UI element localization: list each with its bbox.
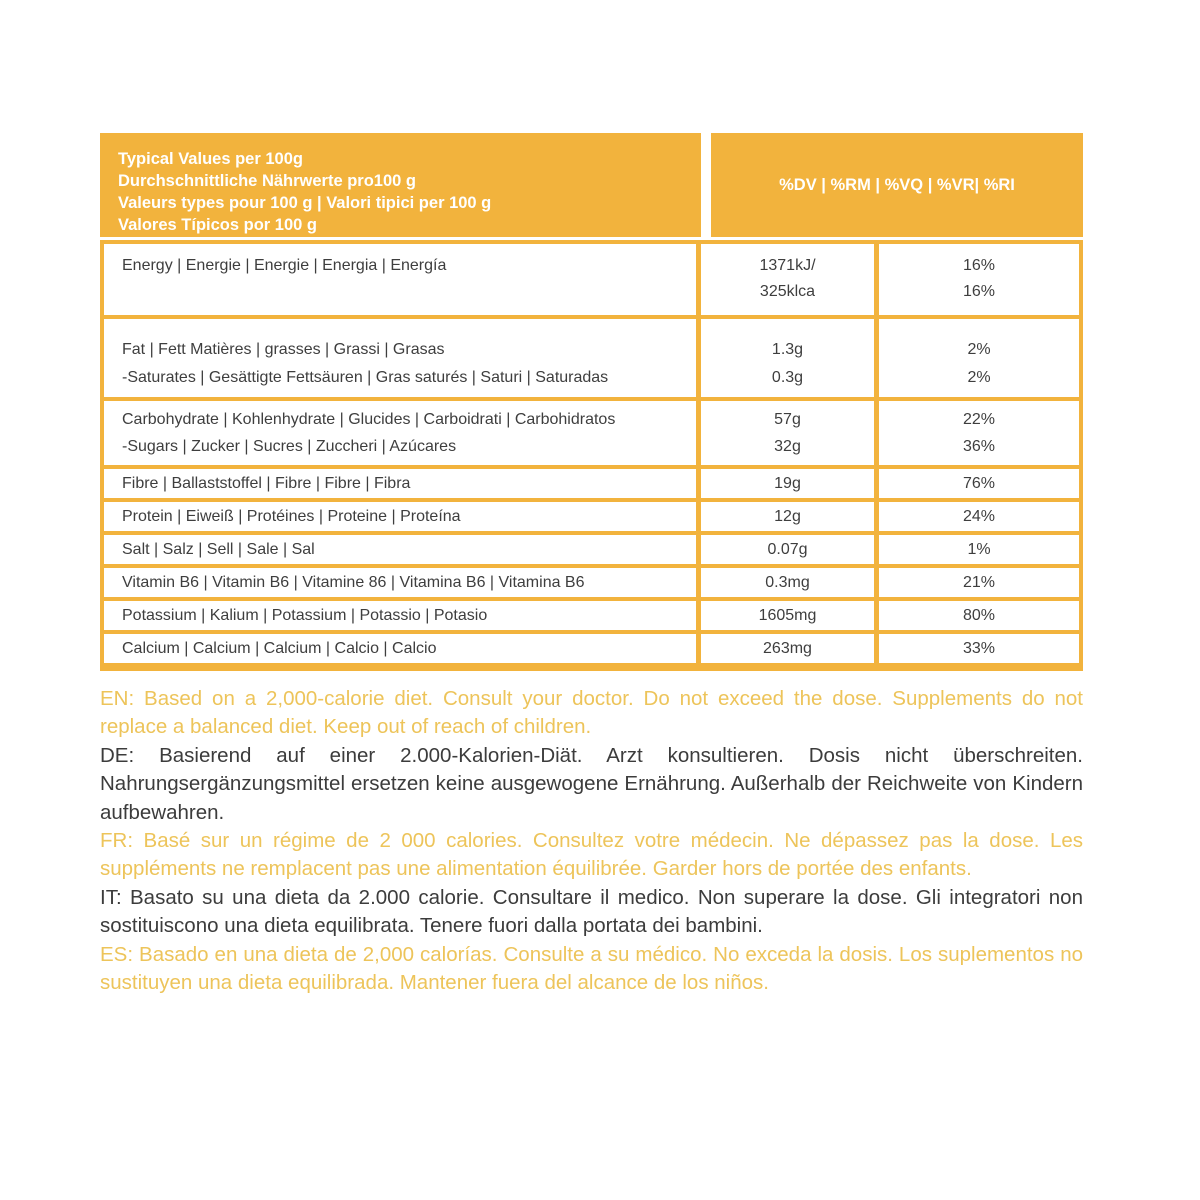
header-line-es: Valores Típicos por 100 g (118, 216, 317, 234)
header-line-en: Typical Values per 100g (118, 150, 303, 168)
row-percent (879, 401, 1079, 465)
potassium-label: Potassium | Kalium | Potassium | Potassio | Potasio (122, 607, 488, 624)
saturates-label: -Saturates | Gesättigte Fettsäuren | Gras saturés | Saturi | Saturadas (122, 369, 609, 386)
row-label (104, 502, 701, 531)
header-percent-dv (711, 133, 1083, 237)
table-row-vitamin-b6 (104, 568, 1079, 601)
protein-value: 12g (774, 508, 801, 525)
header-typical-values (100, 133, 701, 237)
row-percent (879, 568, 1079, 597)
row-percent (879, 319, 1079, 397)
fibre-percent: 76% (962, 475, 996, 492)
fat-label: Fat | Fett Matières | grasses | Grassi | Grasas (122, 341, 445, 358)
table-row-carbohydrate (104, 401, 1079, 469)
sugars-percent: 36% (962, 438, 996, 455)
disclaimer-block (100, 685, 1083, 997)
row-label (104, 469, 701, 498)
header-line-fr-it: Valeurs types pour 100 g | Valori tipici per 100 g (118, 194, 492, 212)
row-percent (879, 244, 1079, 315)
energy-percent-1: 16% (962, 257, 996, 274)
row-amount (701, 469, 879, 498)
disclaimer-de: DE: Basierend auf einer 2.000-Kalorien-Diät. Arzt konsultieren. Dosis nicht überschreiten. Nahrungsergänzungsmittel ersetzen keine ausgewogene Ernährung. Außerhalb der Reichweite von Kindern aufbewahren. (100, 743, 1083, 824)
carbohydrate-value: 57g (774, 411, 801, 428)
calcium-percent: 33% (962, 640, 996, 657)
row-label (104, 634, 701, 663)
carbohydrate-percent: 22% (962, 411, 996, 428)
calcium-value: 263mg (763, 640, 812, 657)
saturates-percent: 2% (967, 369, 991, 386)
salt-label: Salt | Salz | Sell | Sale | Sal (122, 541, 315, 558)
row-label (104, 244, 701, 315)
row-label (104, 601, 701, 630)
row-amount (701, 535, 879, 564)
energy-kj-value: 1371kJ/ (759, 257, 816, 274)
table-body (100, 240, 1083, 671)
protein-label: Protein | Eiweiß | Protéines | Proteine | Proteína (122, 508, 461, 525)
header-column-gap (701, 133, 711, 237)
table-row-fat (104, 319, 1079, 401)
row-percent (879, 601, 1079, 630)
nutrition-label (100, 133, 1083, 997)
disclaimer-en: EN: Based on a 2,000-calorie diet. Consult your doctor. Do not exceed the dose. Supplements do not replace a balanced diet. Keep out of reach of children. (100, 687, 1083, 739)
row-label (104, 535, 701, 564)
table-row-potassium (104, 601, 1079, 634)
row-percent (879, 535, 1079, 564)
sugars-value: 32g (774, 438, 801, 455)
row-amount (701, 319, 879, 397)
percent-dv-label: %DV | %RM | %VQ | %VR| %RI (779, 175, 1015, 194)
row-label (104, 401, 701, 465)
row-percent (879, 634, 1079, 663)
sugars-label: -Sugars | Zucker | Sucres | Zuccheri | Azúcares (122, 438, 457, 455)
table-row-energy (104, 244, 1079, 319)
row-amount (701, 601, 879, 630)
row-label (104, 319, 701, 397)
row-percent (879, 469, 1079, 498)
disclaimer-it: IT: Basato su una dieta da 2.000 calorie. Consultare il medico. Non superare la dose. Gli integratori non sostituiscono una dieta equilibrata. Tenere fuori dalla portata dei bambini. (100, 885, 1083, 938)
table-row-fibre (104, 469, 1079, 502)
table-row-calcium (104, 634, 1079, 663)
potassium-value: 1605mg (758, 607, 817, 624)
fibre-label: Fibre | Ballaststoffel | Fibre | Fibre | Fibra (122, 475, 411, 492)
row-amount (701, 634, 879, 663)
salt-percent: 1% (967, 541, 991, 558)
protein-percent: 24% (962, 508, 996, 525)
disclaimer-fr: FR: Basé sur un régime de 2 000 calories. Consultez votre médecin. Ne dépassez pas la dose. Les suppléments ne remplacent pas une alimentation équilibrée. Garder hors de portée des enfants. (100, 829, 1083, 881)
row-amount (701, 568, 879, 597)
disclaimer-es: ES: Basado en una dieta de 2,000 calorías. Consulte a su médico. No exceda la dosis. Los suplementos no sustituyen una dieta equilibrada. Mantener fuera del alcance de los niños. (100, 942, 1083, 995)
salt-value: 0.07g (767, 541, 808, 558)
calcium-label: Calcium | Calcium | Calcium | Calcio | Calcio (122, 640, 437, 657)
vitamin-b6-value: 0.3mg (765, 574, 810, 591)
fat-value: 1.3g (771, 341, 804, 358)
row-amount (701, 502, 879, 531)
table-row-salt (104, 535, 1079, 568)
row-percent (879, 502, 1079, 531)
row-label (104, 568, 701, 597)
table-header (100, 133, 1083, 237)
energy-kcal-value: 325klca (759, 283, 816, 300)
header-line-de: Durchschnittliche Nährwerte pro100 g (118, 172, 416, 190)
table-row-protein (104, 502, 1079, 535)
potassium-percent: 80% (962, 607, 996, 624)
fibre-value: 19g (774, 475, 801, 492)
row-amount (701, 401, 879, 465)
energy-label: Energy | Energie | Energie | Energia | Energía (122, 257, 447, 274)
vitamin-b6-label: Vitamin B6 | Vitamin B6 | Vitamine 86 | Vitamina B6 | Vitamina B6 (122, 574, 585, 591)
energy-percent-2: 16% (962, 283, 996, 300)
saturates-value: 0.3g (771, 369, 804, 386)
fat-percent: 2% (967, 341, 991, 358)
row-amount (701, 244, 879, 315)
vitamin-b6-percent: 21% (962, 574, 996, 591)
carbohydrate-label: Carbohydrate | Kohlenhydrate | Glucides | Carboidrati | Carbohidratos (122, 411, 616, 428)
